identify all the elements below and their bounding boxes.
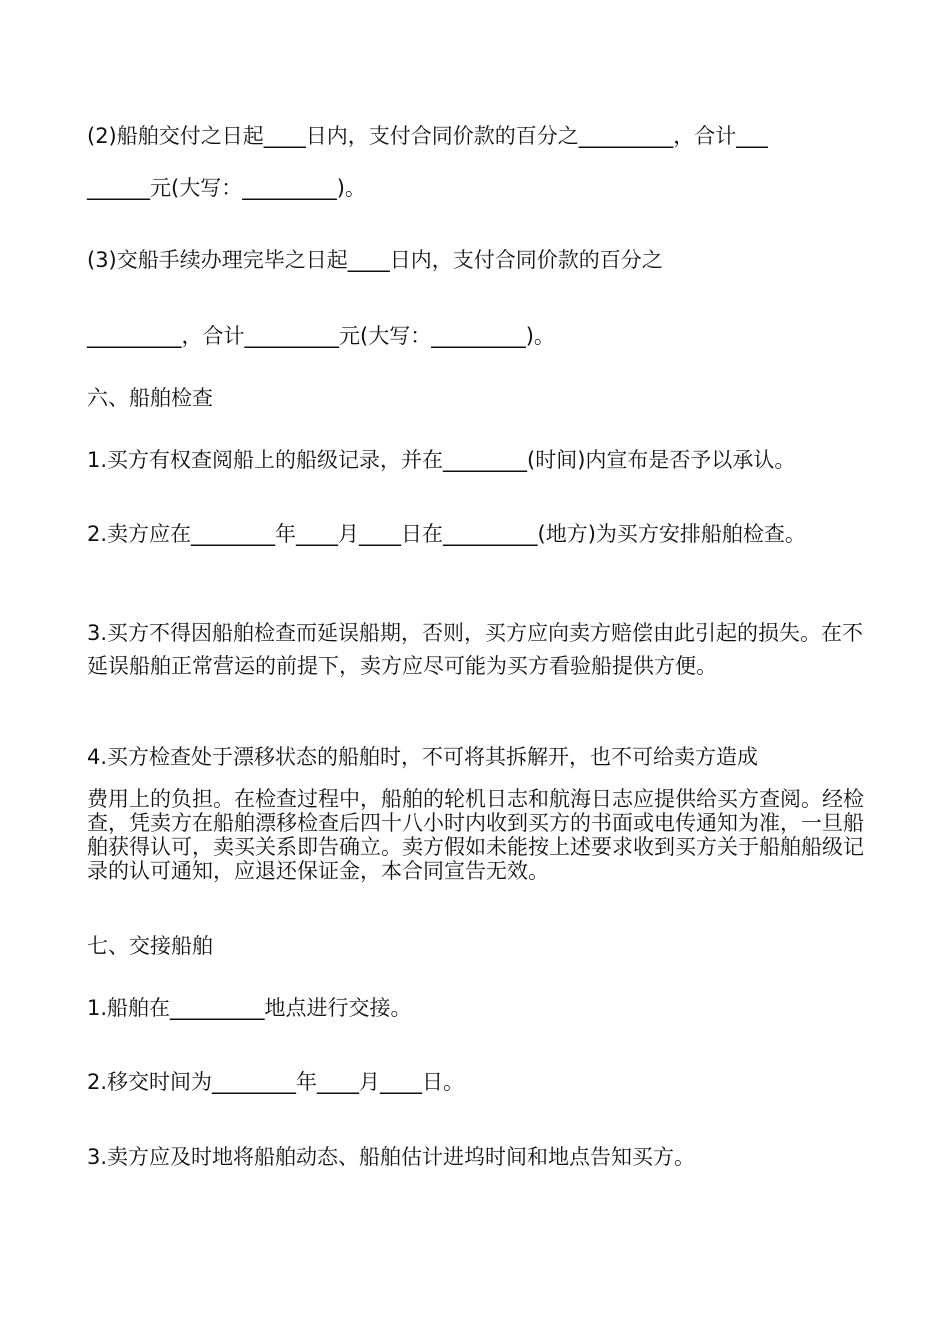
payment-clause-2-line-1: (2)船舶交付之日起____日内，支付合同价款的百分之_________，合计___ [87, 124, 768, 148]
inspection-clause-3: 3.买方不得因船舶检查而延误船期，否则，买方应向卖方赔偿由此引起的损失。在不延误船舶正常营运的前提下，卖方应尽可能为买方看验船提供方便。 [87, 621, 864, 678]
inspection-clause-2: 2.卖方应在________年____月____日在_________(地方)为买方安排船舶检查。 [87, 522, 806, 546]
inspection-clause-4-continued: 费用上的负担。在检查过程中，船舶的轮机日志和航海日志应提供给买方查阅。经检查，凭卖方在船舶漂移检查后四十八小时内收到买方的书面或电传通知为准，一旦船舶获得认可，卖买关系即告确立。卖方假如未能按上述要求收到买方关于船舶船级记录的认可通知，应退还保证金，本合同宣告无效。 [87, 787, 864, 883]
payment-clause-2-line-2: ______元(大写：_________)。 [87, 176, 366, 200]
inspection-clause-1: 1.买方有权查阅船上的船级记录，并在________(时间)内宣布是否予以承认。 [87, 448, 796, 472]
payment-clause-3-line-2: _________，合计_________元(大写：_________)。 [87, 324, 555, 348]
payment-clause-3-line-1: (3)交船手续办理完毕之日起____日内，支付合同价款的百分之 [87, 248, 663, 272]
handover-clause-1: 1.船舶在_________地点进行交接。 [87, 996, 412, 1020]
handover-clause-3: 3.卖方应及时地将船舶动态、船舶估计进坞时间和地点告知买方。 [87, 1145, 696, 1169]
handover-clause-2: 2.移交时间为________年____月____日。 [87, 1070, 465, 1094]
inspection-clause-4-line-1: 4.买方检查处于漂移状态的船舶时，不可将其拆解开，也不可给卖方造成 [87, 745, 759, 769]
section-heading-ship-handover: 七、交接船舶 [87, 934, 213, 958]
section-heading-ship-inspection: 六、船舶检查 [87, 386, 213, 410]
